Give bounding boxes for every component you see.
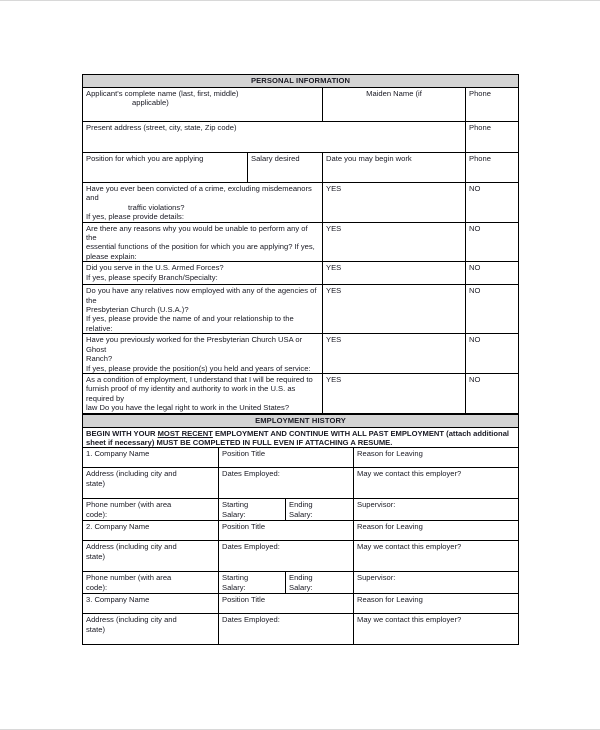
employer-3-contact-field[interactable]	[354, 614, 519, 645]
question-row-armed-forces	[83, 262, 519, 285]
no-label: NO	[469, 263, 481, 273]
employer-2-starting-salary-field[interactable]	[219, 572, 286, 594]
employer-3-address-label-line-1: Address (including city and	[86, 615, 177, 625]
applicant-name-label-continued: applicable)	[132, 98, 169, 108]
yes-label: YES	[326, 286, 342, 296]
employer-1-phone-label-line-2: code):	[86, 509, 108, 519]
employer-2-company-row	[83, 521, 519, 541]
question-row-previous-employment	[83, 334, 519, 374]
employer-3-address-row	[83, 614, 519, 645]
question-row-relatives	[83, 285, 519, 334]
employer-2-supervisor-field[interactable]	[354, 572, 519, 594]
employer-3-reason-field[interactable]	[354, 594, 519, 614]
applicant-name-label: Applicant's complete name (last, first, middle)	[86, 89, 239, 98]
employer-2-dates-label: Dates Employed:	[222, 542, 280, 552]
employer-2-position-field[interactable]	[219, 521, 354, 541]
yes-label: YES	[326, 223, 342, 233]
employer-3-address-label-line-2: state)	[86, 624, 105, 634]
employer-3-contact-label: May we contact this employer?	[357, 615, 462, 625]
employer-1-dates-field[interactable]	[219, 468, 354, 499]
yes-label: YES	[326, 335, 342, 345]
phone-label-2: Phone	[469, 123, 491, 132]
personal-information-banner	[83, 75, 519, 88]
yes-label: YES	[326, 184, 342, 193]
employer-2-dates-field[interactable]	[219, 541, 354, 572]
question-no-armed-forces[interactable]	[466, 262, 519, 285]
employer-2-reason-label: Reason for Leaving	[357, 522, 423, 532]
employer-1-ending-salary-label-line-2: Salary:	[289, 509, 313, 519]
application-form-sheet	[82, 74, 518, 645]
question-yes-previous-employment[interactable]	[323, 334, 466, 374]
employer-2-starting-salary-label-line-2: Salary:	[222, 582, 246, 592]
employer-1-company-row	[83, 448, 519, 468]
question-yes-essential-functions[interactable]	[323, 222, 466, 262]
employer-2-position-label: Position Title	[222, 522, 266, 532]
employment-history-instructions	[83, 427, 519, 448]
employer-1-reason-field[interactable]	[354, 448, 519, 468]
applicant-name-field[interactable]	[83, 88, 323, 122]
yes-label: YES	[326, 263, 342, 273]
applicant-name-row	[83, 88, 519, 122]
question-text-previous-employment	[83, 334, 323, 374]
employer-3-address-field[interactable]	[83, 614, 219, 645]
employer-3-reason-label: Reason for Leaving	[357, 595, 423, 605]
question-row-work-authorization	[83, 373, 519, 413]
employer-1-company-label: 1. Company Name	[86, 449, 150, 459]
employer-1-ending-salary-label-line-1: Ending	[289, 500, 313, 510]
employer-2-address-field[interactable]	[83, 541, 219, 572]
employer-1-reason-label: Reason for Leaving	[357, 449, 423, 459]
begin-date-label: Date you may begin work	[326, 154, 412, 163]
question-no-relatives[interactable]	[466, 285, 519, 334]
employer-3-company-label: 3. Company Name	[86, 595, 150, 605]
employer-3-position-field[interactable]	[219, 594, 354, 614]
position-applied-label: Position for which you are applying	[86, 154, 204, 163]
employer-2-address-label-line-2: state)	[86, 551, 105, 561]
employer-2-contact-label: May we contact this employer?	[357, 542, 462, 552]
employer-1-starting-salary-label-line-1: Starting	[222, 500, 249, 510]
employer-1-contact-label: May we contact this employer?	[357, 469, 462, 479]
question-no-essential-functions[interactable]	[466, 222, 519, 262]
maiden-name-label: Maiden Name (if	[366, 89, 422, 98]
question-yes-relatives[interactable]	[323, 285, 466, 334]
employer-2-contact-field[interactable]	[354, 541, 519, 572]
employer-2-reason-field[interactable]	[354, 521, 519, 541]
phone-field-2[interactable]	[466, 122, 519, 153]
question-text-armed-forces	[83, 262, 323, 285]
employer-1-starting-salary-label-line-2: Salary:	[222, 509, 246, 519]
question-line-2: furnish proof of my identity and authority to work in the U.S. as required by	[86, 384, 296, 403]
employer-2-ending-salary-label-line-1: Ending	[289, 573, 313, 583]
question-line-3: If yes, please provide the name of and your relationship to the relative:	[86, 314, 294, 333]
employer-2-phone-row	[83, 572, 519, 594]
employer-1-position-field[interactable]	[219, 448, 354, 468]
no-label: NO	[469, 223, 481, 233]
employer-1-address-label-line-1: Address (including city and	[86, 469, 177, 479]
maiden-name-field[interactable]	[323, 88, 466, 122]
present-address-row	[83, 122, 519, 153]
employer-1-starting-salary-field[interactable]	[219, 499, 286, 521]
question-line-1: Do you have any relatives now employed with any of the agencies of the	[86, 286, 317, 305]
question-line-3: law Do you have the legal right to work in the United States?	[86, 403, 290, 413]
employer-1-company-field[interactable]	[83, 448, 219, 468]
employer-1-address-label-line-2: state)	[86, 478, 105, 488]
employer-2-phone-label-line-1: Phone number (with area	[86, 573, 172, 583]
question-yes-conviction[interactable]	[323, 183, 466, 223]
employment-history-banner-label: EMPLOYMENT HISTORY	[83, 414, 519, 427]
question-line-1: Are there any reasons why you would be unable to perform any of the	[86, 223, 308, 243]
employer-3-position-label: Position Title	[222, 595, 266, 605]
employer-3-dates-label: Dates Employed:	[222, 615, 280, 625]
yes-label: YES	[326, 374, 342, 384]
question-line-2: If yes, please specify Branch/Specialty:	[86, 272, 218, 282]
phone-label-1: Phone	[469, 89, 491, 98]
employer-2-ending-salary-field[interactable]	[286, 572, 354, 594]
question-line-1: Have you ever been convicted of a crime, excluding misdemeanors and	[86, 184, 312, 203]
question-line-2: traffic violations?	[128, 202, 185, 212]
no-label: NO	[469, 374, 481, 384]
employer-2-supervisor-label: Supervisor:	[357, 573, 396, 583]
employer-1-address-row	[83, 468, 519, 499]
employer-1-position-label: Position Title	[222, 449, 266, 459]
employer-2-phone-field[interactable]	[83, 572, 219, 594]
employer-1-supervisor-field[interactable]	[354, 499, 519, 521]
employer-1-ending-salary-field[interactable]	[286, 499, 354, 521]
employer-1-address-field[interactable]	[83, 468, 219, 499]
instructions-part-2: EMPLOYMENT AND CONTINUE WITH ALL PAST EMPLOYMENT (attach additional sheet if necessary) MUST BE COMPLETED IN FULL EVEN IF ATTACHING A RESUME.	[86, 428, 510, 447]
question-line-1: Have you previously worked for the Presbyterian Church USA or Ghost	[86, 335, 303, 354]
instructions-part-1: BEGIN WITH YOUR	[86, 428, 158, 438]
salary-desired-label: Salary desired	[251, 154, 300, 163]
no-label: NO	[469, 184, 481, 193]
employer-2-company-field[interactable]	[83, 521, 219, 541]
employment-history-instructions-row	[83, 427, 519, 448]
question-row-conviction	[83, 183, 519, 223]
employer-1-contact-field[interactable]	[354, 468, 519, 499]
employer-1-phone-row	[83, 499, 519, 521]
no-label: NO	[469, 335, 481, 345]
page-top-edge	[0, 0, 600, 1]
question-no-conviction[interactable]	[466, 183, 519, 223]
employer-3-company-row	[83, 594, 519, 614]
position-applied-field[interactable]	[83, 153, 248, 183]
instructions-underlined-text: MOST RECENT	[157, 428, 213, 438]
employment-history-table	[82, 414, 519, 646]
question-line-2: Presbyterian Church (U.S.A.)?	[86, 305, 189, 315]
present-address-label: Present address (street, city, state, Zip code)	[86, 123, 237, 132]
question-line-1: As a condition of employment, I understand that I will be required to	[86, 374, 313, 384]
employer-2-company-label: 2. Company Name	[86, 522, 150, 532]
employer-1-phone-field[interactable]	[83, 499, 219, 521]
employer-2-ending-salary-label-line-2: Salary:	[289, 582, 313, 592]
question-line-3: please explain:	[86, 251, 137, 261]
personal-information-table	[82, 74, 519, 414]
question-yes-armed-forces[interactable]	[323, 262, 466, 285]
employer-2-address-row	[83, 541, 519, 572]
begin-date-field[interactable]	[323, 153, 466, 183]
question-text-relatives	[83, 285, 323, 334]
employer-2-starting-salary-label-line-1: Starting	[222, 573, 249, 583]
employer-1-phone-label-line-1: Phone number (with area	[86, 500, 172, 510]
employer-3-company-field[interactable]	[83, 594, 219, 614]
phone-field-1[interactable]	[466, 88, 519, 122]
employment-history-banner	[83, 414, 519, 427]
present-address-field[interactable]	[83, 122, 466, 153]
question-no-work-authorization[interactable]	[466, 373, 519, 413]
question-row-essential-functions	[83, 222, 519, 262]
question-yes-work-authorization[interactable]	[323, 373, 466, 413]
question-line-2: Ranch?	[86, 354, 113, 364]
employer-3-dates-field[interactable]	[219, 614, 354, 645]
employer-1-supervisor-label: Supervisor:	[357, 500, 396, 510]
question-no-previous-employment[interactable]	[466, 334, 519, 374]
question-line-3: If yes, please provide the position(s) you held and years of service:	[86, 363, 311, 373]
question-text-conviction	[83, 183, 323, 223]
question-line-1: Did you serve in the U.S. Armed Forces?	[86, 263, 224, 273]
question-line-3: If yes, please provide details:	[86, 212, 184, 222]
no-label: NO	[469, 286, 481, 296]
question-text-work-authorization	[83, 373, 323, 413]
position-row	[83, 153, 519, 183]
employer-2-address-label-line-1: Address (including city and	[86, 542, 177, 552]
phone-field-3[interactable]	[466, 153, 519, 183]
employer-1-dates-label: Dates Employed:	[222, 469, 280, 479]
phone-label-3: Phone	[469, 154, 491, 163]
employer-2-phone-label-line-2: code):	[86, 582, 108, 592]
question-line-2: essential functions of the position for which you are applying? If yes,	[86, 242, 315, 252]
salary-desired-field[interactable]	[248, 153, 323, 183]
question-text-essential-functions	[83, 222, 323, 262]
personal-information-banner-label: PERSONAL INFORMATION	[83, 75, 519, 88]
